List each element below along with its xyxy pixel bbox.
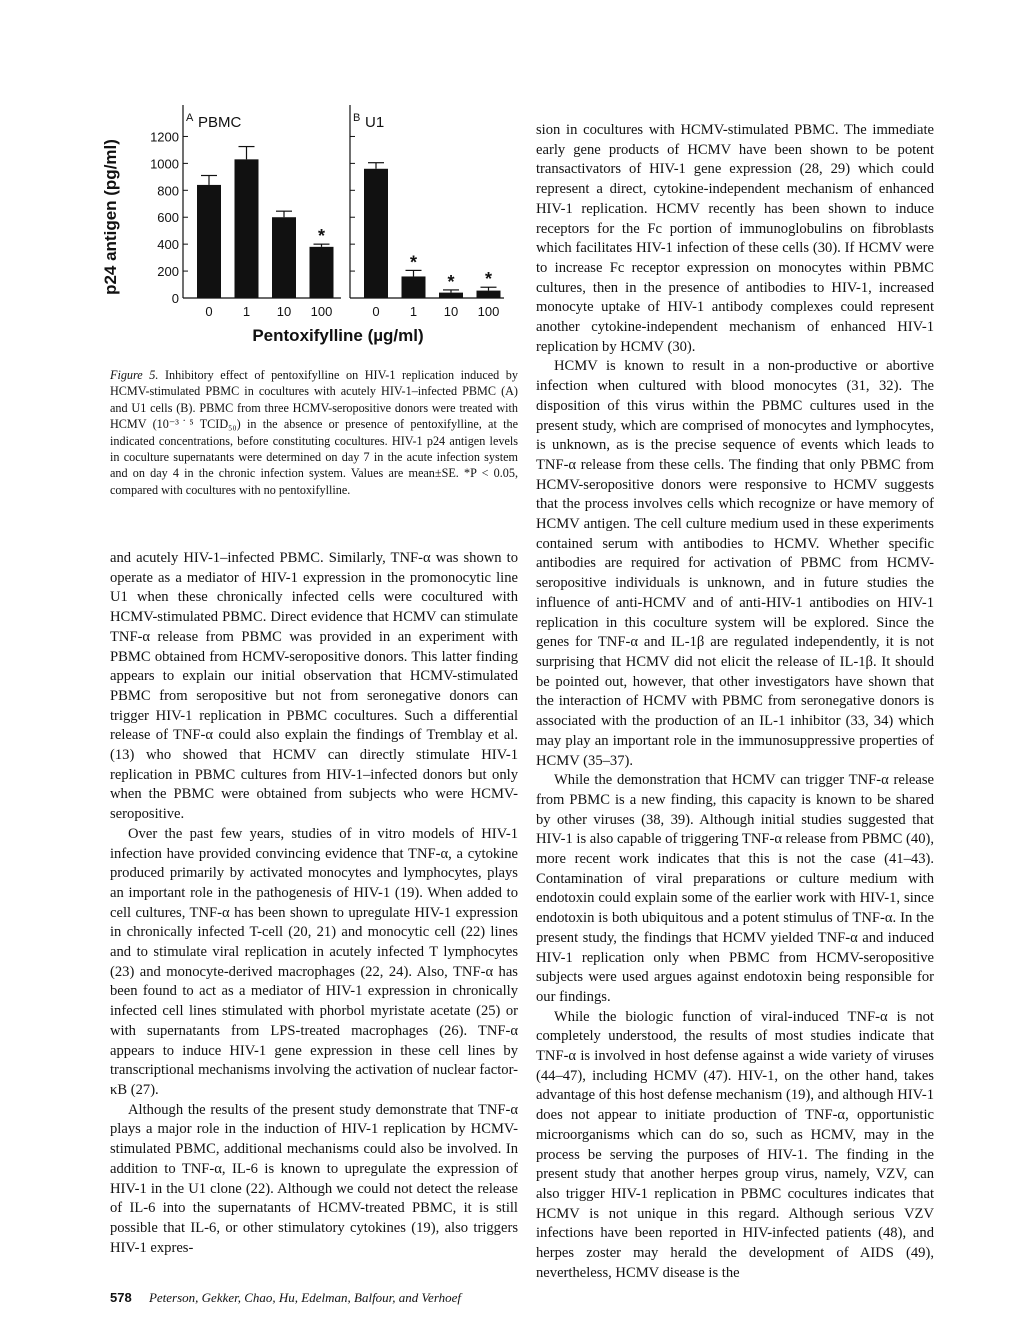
bar xyxy=(402,276,426,298)
x-tick-label: 100 xyxy=(310,304,333,319)
x-tick-label: 100 xyxy=(477,304,500,319)
y-tick-label: 400 xyxy=(157,237,179,253)
figure-5 xyxy=(80,105,520,355)
running-authors: Peterson, Gekker, Chao, Hu, Edelman, Balfour, and Verhoef xyxy=(148,1290,462,1305)
paragraph: While the demonstration that HCMV can trigger TNF-α release from PBMC is a new finding, this capacity is known to be shared by other viruses (38, 39). Although initial studies suggested that HIV-1 is also capable of triggering TNF-α release from PBMC (40), more recent work indicates that this is not the case (41–43). Contamination of viral preparations or culture medium with endotoxin could explain some of the earlier work with HIV-1, since endotoxin is both ubiquitous and a potent stimulus of TNF-α. In the present study, the findings that HCMV yielded TNF-α and induced HIV-1 replication only when PBMC from HCMV-seropositive subjects were used argues against endotoxin being responsible for our findings. xyxy=(536,772,934,1005)
y-tick-label: 600 xyxy=(157,210,179,226)
paragraph: Although the results of the present study demonstrate that TNF-α plays a major role in the induction of HIV-1 replication by HCMV-stimulated PBMC, additional mechanisms could also be involved. In addition to TNF-α, IL-6 is known to upregulate the expression of HIV-1 in the U1 clone (22). Although we could not detect the release of IL-6 into the supernatants of HCMV-treated PBMC, it is still possible that IL-6, or other stimulatory cytokines (19), also triggers HIV-1 expres- xyxy=(110,1101,518,1256)
y-tick-label: 1200 xyxy=(150,129,179,145)
bar xyxy=(439,293,463,298)
x-axis-label: Pentoxifylline (µg/ml) xyxy=(252,326,424,345)
paragraph: Over the past few years, studies of in vitro models of HIV-1 infection have provided convincing evidence that TNF-α, a cytokine produced primarily by activated monocytes and lymphocytes, plays an important role in the pathogenesis of HIV-1 (19). When added to cell cultures, TNF-α has been shown to upregulate HIV-1 expression in chronically infected T-cell (20, 21) and monocytic cell (22) lines and to stimulate viral replication in acutely infected T lymphocytes (23) and monocyte-derived macrophages (22, 24). Also, TNF-α has been found to act as a mediator of HIV-1 expression in chronically infected cell lines stimulated with phorbol myristate acetate (25) or with supernatants from LPS-treated macrophages (26). TNF-α appears to induce HIV-1 gene expression in these cell lines by transcriptional mechanisms involving the activation of nuclear factor-κB (27). xyxy=(110,825,518,1098)
bar xyxy=(235,159,259,298)
panel-name: PBMC xyxy=(198,114,242,131)
caption-text: Inhibitory effect of pentoxifylline on HIV-1 replication induced by HCMV-stimulated PBMC in cocultures with acutely HIV-1–infected PBMC (A) and U1 cells (B). PBMC from three HCMV-seropositive donors were treated with HCMV (10⁻³˙⁵ TCID₅₀) in the absence or presence of pentoxifylline, at the indicated concentrations, before constituting cocultures. HIV-1 p24 antigen levels in coculture supernatants were determined on day 7 in the acute infection system and on day 4 in the chronic infection system. Values are mean±SE. *P < 0.05, compared with cocultures with no pentoxifylline. xyxy=(110,368,518,497)
panel-label: A xyxy=(186,112,194,124)
y-tick-label: 0 xyxy=(171,291,179,306)
x-tick-label: 0 xyxy=(372,304,380,319)
bar xyxy=(272,217,296,298)
significance-marker: * xyxy=(447,271,455,292)
pentoxifylline-bar-chart xyxy=(80,105,520,355)
x-tick-label: 10 xyxy=(443,304,459,319)
significance-marker: * xyxy=(317,226,326,247)
page-number: 578 xyxy=(110,1290,132,1305)
bar xyxy=(477,291,501,298)
paragraph: While the biologic function of viral-induced TNF-α is not completely understood, the results of most studies indicate that TNF-α is involved in host defense against a wide variety of viruses (44–47), including HCMV (47). HIV-1, on the other hand, takes advantage of this host defense mechanism (19), and although HIV-1 does not appear to initiate production of TNF-α, opportunistic microorganisms which can do so, such as HCMV, may in the process be serving the purposes of HIV-1. The finding in the present study that another herpes group virus, namely, VZV, can also trigger HIV-1 replication in PBMC cocultures indicates that HCMV is not unique in this regard. Although serious VZV infections have been reported in HIV-infected patients (48), and herpes zoster may herald the development of AIDS (49), nevertheless, HCMV disease is the xyxy=(536,1008,934,1281)
y-tick-label: 1000 xyxy=(150,156,179,172)
x-tick-label: 0 xyxy=(205,304,213,319)
y-tick-label: 800 xyxy=(157,183,179,199)
x-tick-label: 1 xyxy=(242,304,251,319)
right-column xyxy=(536,121,934,1283)
paragraph: and acutely HIV-1–infected PBMC. Similarly, TNF-α was shown to operate as a mediator of HIV-1 expression in the promonocytic line U1 when these chronically infected cells were cocultured with HCMV-stimulated PBMC. Direct evidence that HCMV can stimulate TNF-α release from PBMC was provided in an experiment with PBMC obtained from HCMV-seropositive donors. This latter finding appears to explain our initial observation that HCMV-stimulated PBMC from seropositive but not from seronegative donors can trigger HIV-1 replication in PBMC cocultures. Such a differential release of TNF-α could also explain the findings of Tremblay et al. (13) who showed that HCMV can directly stimulate HIV-1 replication in PBMC cultures from HIV-1–infected donors but only when the PBMC were obtained from subjects who were HCMV-seropositive. xyxy=(110,550,518,823)
paragraph: HCMV is known to result in a non-productive or abortive infection when cultured with blood monocytes (31, 32). The disposition of this virus within the PBMC cultures used in the present study, which are comprised of monocytes and lymphocytes, is unknown, as is the precise sequence of events which leads to TNF-α release from these cells. The finding that only PBMC from HCMV-seropositive donors were responsive to HCMV suggests that the process involves cells which recognize or have memory of HCMV antigen. The cell culture medium used in these experiments contained serum with antibodies to HCMV. Whether specific antibodies are required for activation of PBMC from HCMV-seropositive individuals is unknown, and in future studies the influence of anti-HCMV and of anti-HIV-1 antibodies on HIV-1 replication in this coculture system will be explored. Since the genes for TNF-α and IL-1β are regulated independently, it is not surprising that HCMV did not elicit the release of IL-1β. It should be pointed out, however, that other investigators have shown that the interaction of HCMV with PBMC from seronegative donors is associated with the production of an IL-1 inhibitor (33, 34) which may play an important role in the immunosuppressive properties of HCMV (35–37). xyxy=(536,358,934,769)
bar xyxy=(310,247,334,298)
y-axis-label: p24 antigen (pg/ml) xyxy=(101,139,120,295)
bar xyxy=(197,185,221,298)
page-footer xyxy=(110,1290,461,1306)
left-column xyxy=(110,549,518,1258)
significance-marker: * xyxy=(484,269,493,290)
bar xyxy=(364,169,388,298)
paragraph: sion in cocultures with HCMV-stimulated PBMC. The immediate early gene products of HCMV have been shown to be potent transactivators of HIV-1 gene expression (28, 29) which could represent a direct, cytokine-independent mechanism of enhanced HIV-1 replication. HCMV recently has been shown to induce receptors for the Fc portion of immunoglobulins on fibroblasts which facilitates HIV-1 infection of these cells (30). If HCMV were to increase Fc receptor expression on monocytes within PBMC cultures, then in the presence of antibodies to HIV-1, increased monocyte uptake of HIV-1 antibody complexes could represent another cytokine-independent mechanism of enhanced HIV-1 replication by HCMV (30). xyxy=(536,122,934,355)
x-tick-label: 1 xyxy=(409,304,418,319)
x-tick-label: 10 xyxy=(276,304,292,319)
y-tick-label: 200 xyxy=(157,264,179,280)
panel-name: U1 xyxy=(365,114,385,131)
figure-caption xyxy=(110,367,518,498)
panel-label: B xyxy=(353,112,361,124)
caption-label: Figure 5. xyxy=(110,368,159,382)
significance-marker: * xyxy=(409,252,418,273)
